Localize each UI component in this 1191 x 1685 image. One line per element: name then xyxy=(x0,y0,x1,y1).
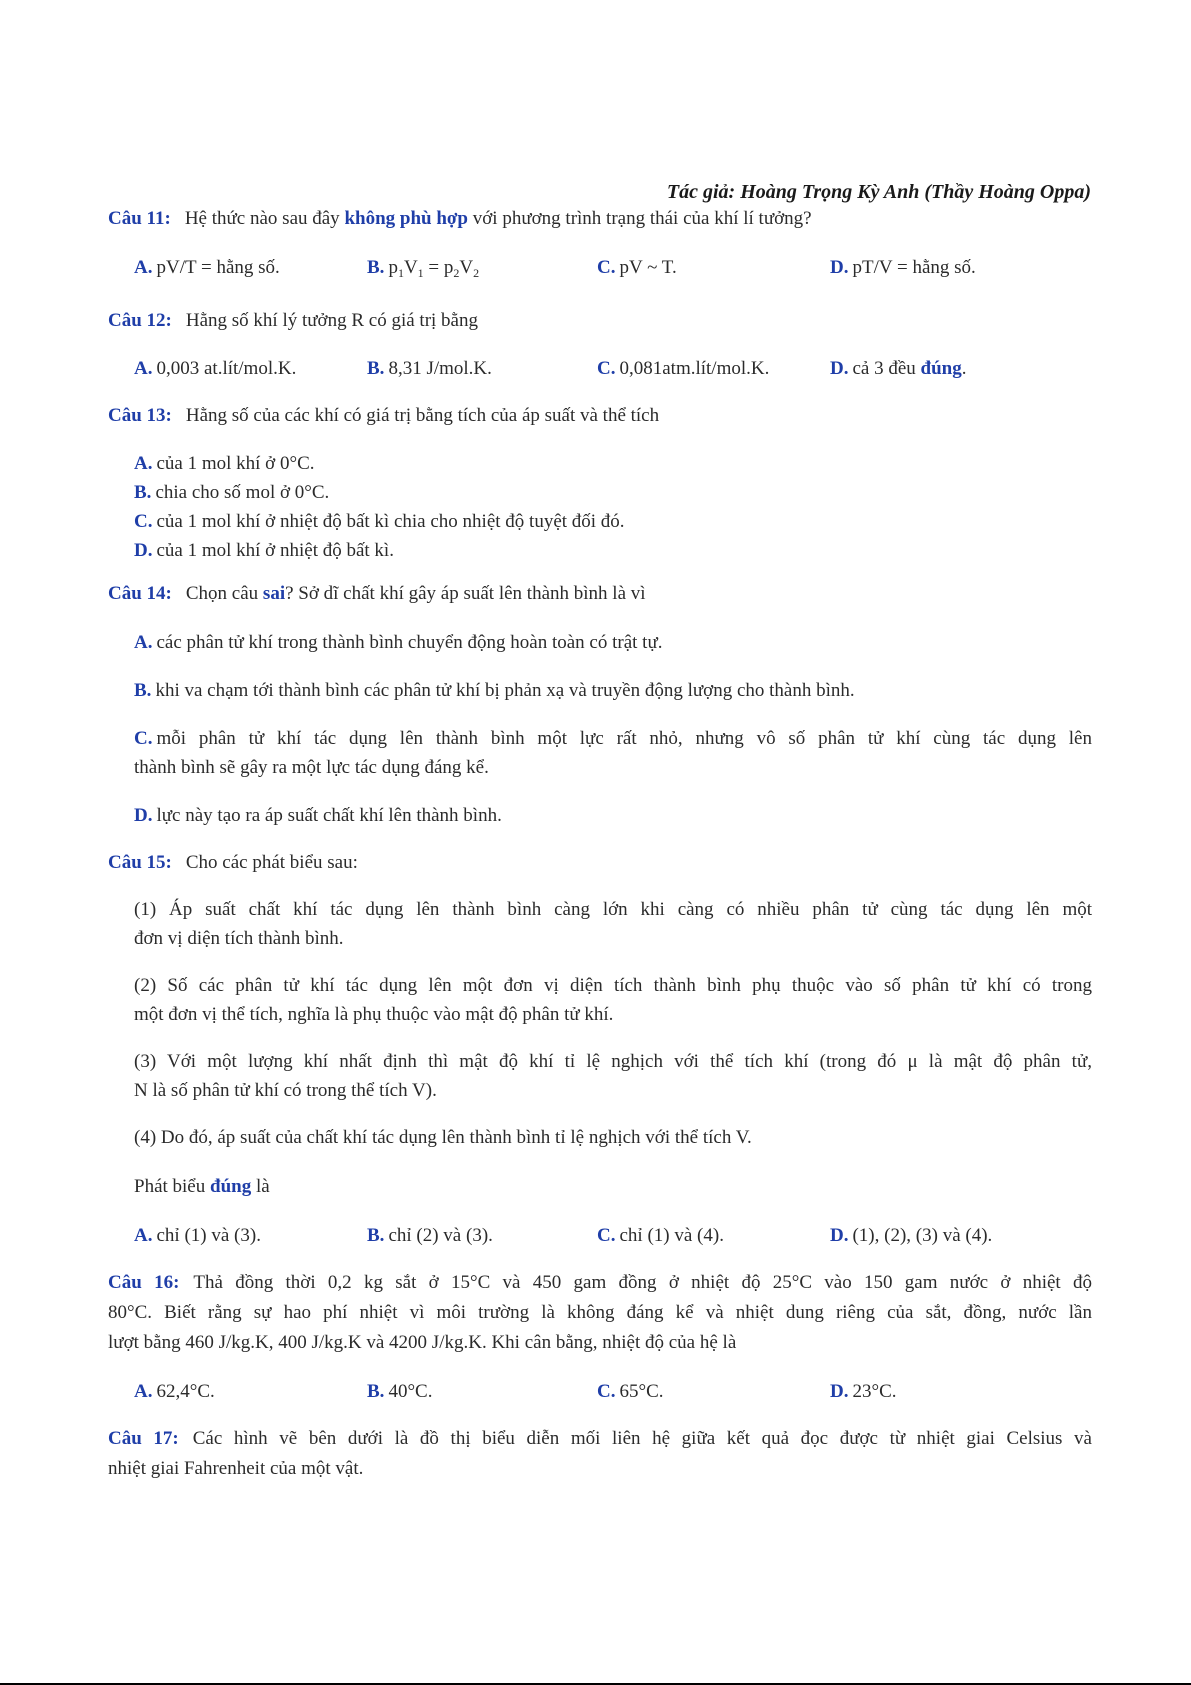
q14-option-a-letter: A. xyxy=(134,632,153,653)
q12-option-c-letter: C. xyxy=(597,358,616,379)
question-17-label: Câu 17: xyxy=(108,1428,179,1449)
question-14 xyxy=(108,583,646,605)
q15-option-d-letter: D. xyxy=(830,1225,849,1246)
q14-option-c-cont: thành bình sẽ gây ra một lực tác dụng đáng kể. xyxy=(134,757,489,778)
q15-ask-post: là xyxy=(255,1176,270,1197)
q13-option-d[interactable] xyxy=(134,540,394,562)
question-17-text-line2: nhiệt giai Fahrenheit của một vật. xyxy=(108,1458,364,1479)
question-12-label: Câu 12: xyxy=(108,310,172,331)
question-14-text-pre: Chọn câu xyxy=(185,583,259,604)
q16-option-a-letter: A. xyxy=(134,1381,153,1402)
q15-option-a-text: chỉ (1) và (3). xyxy=(156,1225,261,1246)
q16-option-d-letter: D. xyxy=(830,1381,849,1402)
q16-option-a[interactable] xyxy=(134,1381,215,1403)
q13-option-d-text: của 1 mol khí ở nhiệt độ bất kì. xyxy=(156,540,394,561)
q15-option-c[interactable] xyxy=(597,1225,724,1247)
question-16-label: Câu 16: xyxy=(108,1272,180,1293)
q14-option-a[interactable] xyxy=(134,632,663,654)
q16-option-d[interactable] xyxy=(830,1381,897,1403)
question-12-text: Hằng số khí lý tưởng R có giá trị bằng xyxy=(185,310,478,331)
question-13 xyxy=(108,405,659,427)
q11-option-a-letter: A. xyxy=(134,257,153,278)
q13-option-a[interactable] xyxy=(134,453,315,475)
q15-option-d-text: (1), (2), (3) và (4). xyxy=(852,1225,993,1246)
statement-2-cont: một đơn vị thể tích, nghĩa là phụ thuộc vào mật độ phân tử khí. xyxy=(134,1004,614,1025)
statement-2: (2) Số các phân tử khí tác dụng lên một đơn vị diện tích thành bình phụ thuộc vào số phân tử khí có trong xyxy=(134,975,1092,996)
q14-option-c-text: mỗi phân tử khí tác dụng lên thành bình một lực rất nhỏ, nhưng vô số phân tử khí cùng tác dụng lên xyxy=(156,728,1092,749)
statement-4: (4) Do đó, áp suất của chất khí tác dụng lên thành bình tỉ lệ nghịch với thể tích V. xyxy=(134,1127,752,1148)
q14-option-a-text: các phân tử khí trong thành bình chuyển động hoàn toàn có trật tự. xyxy=(156,632,663,653)
question-14-emphasis: sai xyxy=(262,583,286,604)
q12-option-d-period: . xyxy=(961,358,967,379)
question-17 xyxy=(108,1428,1092,1450)
q12-option-a-letter: A. xyxy=(134,358,153,379)
q11-option-a[interactable] xyxy=(134,257,280,279)
statement-3: (3) Với một lượng khí nhất định thì mật độ khí tỉ lệ nghịch với thể tích khí (trong đó μ là mật độ phân tử, xyxy=(134,1051,1092,1072)
q16-option-c[interactable] xyxy=(597,1381,664,1403)
q11-option-c-letter: C. xyxy=(597,257,616,278)
q14-option-b[interactable] xyxy=(134,680,855,702)
q14-option-c-letter: C. xyxy=(134,728,153,749)
q13-option-d-letter: D. xyxy=(134,540,153,561)
q11-option-a-text: pV/T = hằng số. xyxy=(156,257,280,278)
question-11-text-pre: Hệ thức nào sau đây xyxy=(184,208,340,229)
q12-option-d-text: cả 3 đều xyxy=(852,358,916,379)
q11-option-b-text: $p_1V_1 = p_2V_2$ xyxy=(388,257,480,280)
q15-option-a[interactable] xyxy=(134,1225,261,1247)
q13-option-c-text: của 1 mol khí ở nhiệt độ bất kì chia cho nhiệt độ tuyệt đối đó. xyxy=(156,511,625,532)
question-16-text-line2: 80°C. Biết rằng sự hao phí nhiệt vì môi trường là không đáng kể và nhiệt dung riêng của sắt, đồng, nước lần xyxy=(108,1302,1092,1323)
question-11 xyxy=(108,208,812,230)
question-16-text-line3: lượt bằng 460 J/kg.K, 400 J/kg.K và 4200 J/kg.K. Khi cân bằng, nhiệt độ của hệ là xyxy=(108,1332,737,1353)
q13-option-b-letter: B. xyxy=(134,482,152,503)
question-14-text-post: ? Sở dĩ chất khí gây áp suất lên thành bình là vì xyxy=(285,583,646,604)
question-15-text: Cho các phát biểu sau: xyxy=(185,852,358,873)
q13-option-b[interactable] xyxy=(134,482,329,504)
q14-option-c[interactable] xyxy=(134,728,1092,750)
q13-option-a-text: của 1 mol khí ở 0°C. xyxy=(156,453,315,474)
q13-option-b-text: chia cho số mol ở 0°C. xyxy=(155,482,330,503)
q12-option-c-text: 0,081atm.lít/mol.K. xyxy=(619,358,770,379)
q11-option-d-letter: D. xyxy=(830,257,849,278)
q12-option-a-text: 0,003 at.lít/mol.K. xyxy=(156,358,297,379)
statement-1-cont: đơn vị diện tích thành bình. xyxy=(134,928,344,949)
q11-option-b[interactable] xyxy=(367,257,479,281)
q15-option-b-letter: B. xyxy=(367,1225,385,1246)
q12-option-d-letter: D. xyxy=(830,358,849,379)
q11-option-d-text: pT/V = hằng số. xyxy=(852,257,976,278)
question-17-text-line1: Các hình vẽ bên dưới là đồ thị biểu diễn mối liên hệ giữa kết quả đọc được từ nhiệt giai Celsius và xyxy=(192,1428,1092,1449)
q15-ask-emphasis: đúng xyxy=(210,1176,252,1197)
statement-1: (1) Áp suất chất khí tác dụng lên thành bình càng lớn khi càng có nhiều phân tử cùng tác dụng lên một xyxy=(134,899,1092,920)
question-16 xyxy=(108,1272,1092,1294)
q13-option-c-letter: C. xyxy=(134,511,153,532)
q11-option-c-text: pV ~ T. xyxy=(619,257,677,278)
question-14-label: Câu 14: xyxy=(108,583,172,604)
q11-option-d[interactable] xyxy=(830,257,976,279)
q16-option-b-text: 40°C. xyxy=(388,1381,433,1402)
q16-option-b-letter: B. xyxy=(367,1381,385,1402)
q15-option-a-letter: A. xyxy=(134,1225,153,1246)
question-15 xyxy=(108,852,358,874)
q11-option-b-letter: B. xyxy=(367,257,385,278)
q14-option-b-text: khi va chạm tới thành bình các phân tử khí bị phản xạ và truyền động lượng cho thành bình. xyxy=(155,680,855,701)
q13-option-c[interactable] xyxy=(134,511,625,533)
q12-option-c[interactable] xyxy=(597,358,769,380)
q12-option-d[interactable] xyxy=(830,358,967,380)
q15-option-b-text: chỉ (2) và (3). xyxy=(388,1225,493,1246)
q11-option-c[interactable] xyxy=(597,257,677,279)
q14-option-d-text: lực này tạo ra áp suất chất khí lên thành bình. xyxy=(156,805,502,826)
question-15-ask xyxy=(134,1176,270,1198)
question-15-label: Câu 15: xyxy=(108,852,172,873)
q15-option-d[interactable] xyxy=(830,1225,992,1247)
q15-ask-pre: Phát biểu xyxy=(134,1176,206,1197)
question-16-text-line1: Thả đồng thời 0,2 kg sắt ở 15°C và 450 gam đồng ở nhiệt độ 25°C vào 150 gam nước ở nhiệt độ xyxy=(193,1272,1092,1293)
author-credit: Tác giả: Hoàng Trọng Kỳ Anh (Thầy Hoàng Oppa) xyxy=(666,181,1091,203)
q12-option-a[interactable] xyxy=(134,358,296,380)
statement-3-cont: N là số phân tử khí có trong thể tích V). xyxy=(134,1080,437,1101)
q13-option-a-letter: A. xyxy=(134,453,153,474)
question-11-label: Câu 11: xyxy=(108,208,171,229)
q15-option-c-text: chỉ (1) và (4). xyxy=(619,1225,724,1246)
q15-option-c-letter: C. xyxy=(597,1225,616,1246)
q16-option-a-text: 62,4°C. xyxy=(156,1381,215,1402)
q12-option-d-emphasis: đúng xyxy=(920,358,962,379)
q16-option-c-text: 65°C. xyxy=(619,1381,664,1402)
q14-option-d[interactable] xyxy=(134,805,502,827)
q12-option-b-letter: B. xyxy=(367,358,385,379)
q16-option-b[interactable] xyxy=(367,1381,432,1403)
question-11-emphasis: không phù hợp xyxy=(344,208,468,229)
q14-option-d-letter: D. xyxy=(134,805,153,826)
question-12 xyxy=(108,310,478,332)
q16-option-c-letter: C. xyxy=(597,1381,616,1402)
q15-option-b[interactable] xyxy=(367,1225,493,1247)
q12-option-b[interactable] xyxy=(367,358,492,380)
question-11-text-post: với phương trình trạng thái của khí lí tưởng? xyxy=(472,208,812,229)
q16-option-d-text: 23°C. xyxy=(852,1381,897,1402)
q12-option-b-text: 8,31 J/mol.K. xyxy=(388,358,492,379)
question-13-label: Câu 13: xyxy=(108,405,172,426)
question-13-text: Hằng số của các khí có giá trị bằng tích của áp suất và thể tích xyxy=(185,405,660,426)
q14-option-b-letter: B. xyxy=(134,680,152,701)
